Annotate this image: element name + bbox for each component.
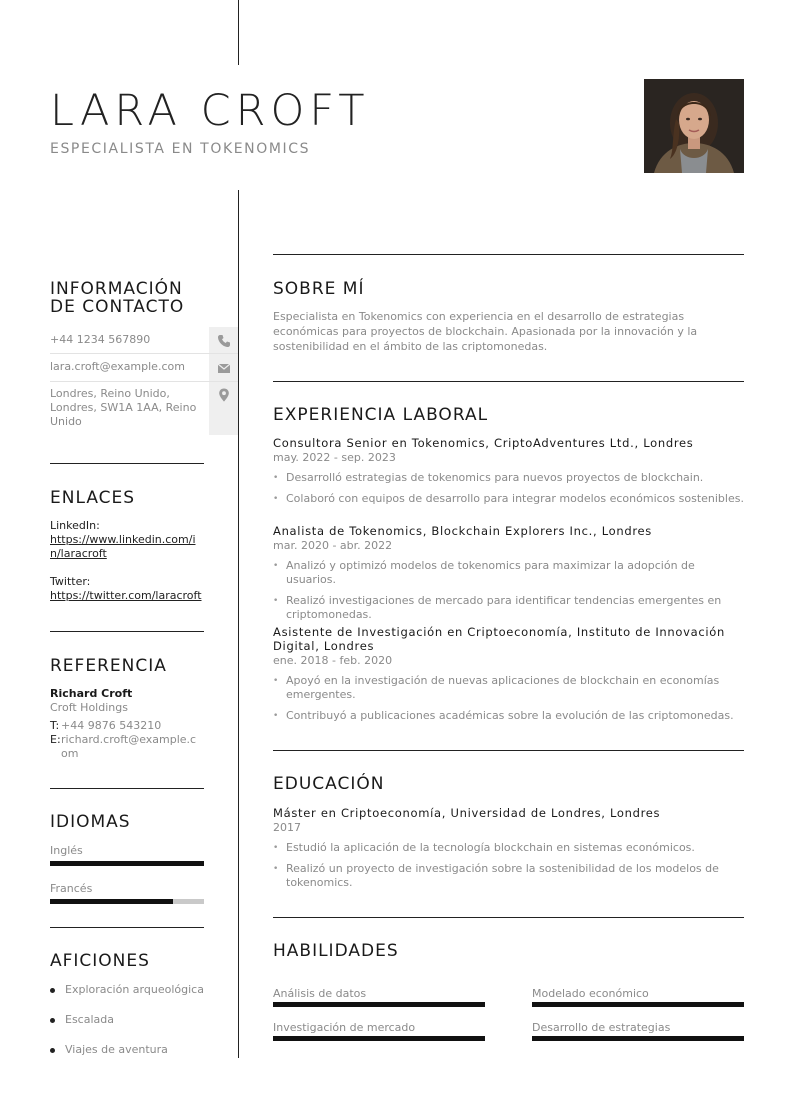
job-bullet: • Contribuyó a publicaciones académicas sobre la evolución de las criptomonedas. <box>273 709 744 723</box>
twitter-link[interactable]: https://twitter.com/laracroft <box>50 589 202 602</box>
skill-label: Desarrollo de estrategias <box>532 1021 671 1034</box>
contact-phone[interactable]: +44 1234 567890 <box>50 333 151 346</box>
job-entry <box>273 524 744 629</box>
job-dates: ene. 2018 - feb. 2020 <box>273 654 393 667</box>
skill-level-bar <box>273 1002 485 1007</box>
candidate-role: ESPECIALISTA EN TOKENOMICS <box>50 141 311 157</box>
header-divider-line <box>238 0 239 65</box>
skill-level-track <box>273 1002 485 1007</box>
job-title: Consultora Senior en Tokenomics, CriptoAdventures Ltd., Londres <box>273 436 694 450</box>
section-divider <box>273 750 744 751</box>
profile-photo <box>644 79 744 173</box>
reference-section <box>50 657 204 761</box>
reference-email-label: E: <box>50 733 61 746</box>
education-degree: Máster en Criptoeconomía, Universidad de Londres, Londres <box>273 806 661 820</box>
job-bullet: • Analizó y optimizó modelos de tokenomics para maximizar la adopción de usuarios. <box>273 559 744 587</box>
linkedin-label: LinkedIn: <box>50 519 100 532</box>
job-dates: mar. 2020 - abr. 2022 <box>273 539 393 552</box>
links-section <box>50 489 204 603</box>
skill-level-bar <box>273 1036 485 1041</box>
section-divider <box>50 927 204 928</box>
hobby-label: Viajes de aventura <box>65 1043 168 1056</box>
twitter-label: Twitter: <box>50 575 91 588</box>
hobby-item <box>50 1043 168 1056</box>
location-pin-icon <box>216 387 232 403</box>
hobby-label: Exploración arqueológica <box>65 983 204 996</box>
skills-heading: HABILIDADES <box>273 941 399 961</box>
languages-heading: IDIOMAS <box>50 812 131 832</box>
language-name: Francés <box>50 882 93 895</box>
job-bullet: • Colaboró con equipos de desarrollo para integrar modelos económicos sostenibles. <box>273 492 744 506</box>
contact-divider <box>50 381 238 382</box>
phone-icon <box>216 333 232 349</box>
about-text: Especialista en Tokenomics con experiencia en el desarrollo de estrategias económicas para proyectos de blockchain. Apasionada por la innovación y la sostenibilidad en el ámbito de las criptomonedas. <box>273 310 698 353</box>
hobby-label: Escalada <box>65 1013 114 1026</box>
languages-section <box>50 813 204 904</box>
contact-section <box>50 280 204 316</box>
contact-divider <box>50 353 238 354</box>
reference-phone[interactable]: +44 9876 543210 <box>61 719 162 732</box>
bullet-icon <box>50 1048 55 1053</box>
hobby-item <box>50 983 204 996</box>
hobby-item <box>50 1013 114 1026</box>
section-divider <box>273 917 744 918</box>
reference-email[interactable]: richard.croft@example.com <box>61 733 197 760</box>
hobbies-heading: AFICIONES <box>50 951 150 971</box>
job-bullet: • Apoyó en la investigación de nuevas aplicaciones de blockchain en economías emergentes. <box>273 674 744 702</box>
skill-level-bar <box>532 1036 744 1041</box>
skill-level-bar <box>532 1002 744 1007</box>
skill-item <box>532 1021 744 1041</box>
skill-item <box>273 987 485 1007</box>
links-heading: ENLACES <box>50 488 136 508</box>
language-level-track <box>50 861 204 866</box>
language-level-bar <box>50 861 204 866</box>
skill-label: Modelado económico <box>532 987 649 1000</box>
education-bullet: • Estudió la aplicación de la tecnología blockchain en sistemas económicos. <box>273 841 744 855</box>
job-entry <box>273 436 744 513</box>
education-heading: EDUCACIÓN <box>273 774 385 794</box>
skill-level-track <box>532 1002 744 1007</box>
language-level-bar <box>50 899 173 904</box>
job-bullet: • Realizó investigaciones de mercado para identificar tendencias emergentes en criptomonedas. <box>273 594 744 622</box>
contact-address: Londres, Reino Unido, Londres, SW1A 1AA, Reino Unido <box>50 387 197 428</box>
job-title: Analista de Tokenomics, Blockchain Explorers Inc., Londres <box>273 524 652 538</box>
contact-email[interactable]: lara.croft@example.com <box>50 360 185 373</box>
linkedin-link[interactable]: https://www.linkedin.com/in/laracroft <box>50 533 196 560</box>
language-name: Inglés <box>50 844 83 857</box>
hobbies-section <box>50 952 204 970</box>
section-divider <box>50 631 204 632</box>
experience-heading: EXPERIENCIA LABORAL <box>273 405 489 425</box>
column-divider-line <box>238 190 239 1058</box>
education-entry <box>273 806 744 897</box>
bullet-icon <box>50 1018 55 1023</box>
skill-item <box>532 987 744 1007</box>
reference-name: Richard Croft <box>50 687 133 700</box>
job-entry <box>273 625 744 730</box>
about-heading: SOBRE MÍ <box>273 279 365 299</box>
skill-label: Investigación de mercado <box>273 1021 416 1034</box>
section-divider <box>273 381 744 382</box>
mail-icon <box>216 360 232 376</box>
bullet-icon <box>50 988 55 993</box>
contact-heading: INFORMACIÓN DE CONTACTO <box>50 279 185 317</box>
job-dates: may. 2022 - sep. 2023 <box>273 451 396 464</box>
job-title: Asistente de Investigación en Criptoeconomía, Instituto de Innovación Digital, Londres <box>273 625 726 653</box>
reference-phone-label: T: <box>50 719 60 732</box>
section-divider <box>50 463 204 464</box>
skill-level-track <box>532 1036 744 1041</box>
language-level-track <box>50 899 204 904</box>
education-bullet: • Realizó un proyecto de investigación sobre la sostenibilidad de los modelos de tokenomics. <box>273 862 744 890</box>
job-bullet: • Desarrolló estrategias de tokenomics para nuevos proyectos de blockchain. <box>273 471 744 485</box>
skill-label: Análisis de datos <box>273 987 367 1000</box>
candidate-name: LARA CROFT <box>50 86 370 136</box>
skill-level-track <box>273 1036 485 1041</box>
skill-item <box>273 1021 485 1041</box>
reference-heading: REFERENCIA <box>50 656 167 676</box>
section-divider <box>273 254 744 255</box>
section-divider <box>50 788 204 789</box>
education-year: 2017 <box>273 821 301 834</box>
reference-company: Croft Holdings <box>50 701 128 714</box>
